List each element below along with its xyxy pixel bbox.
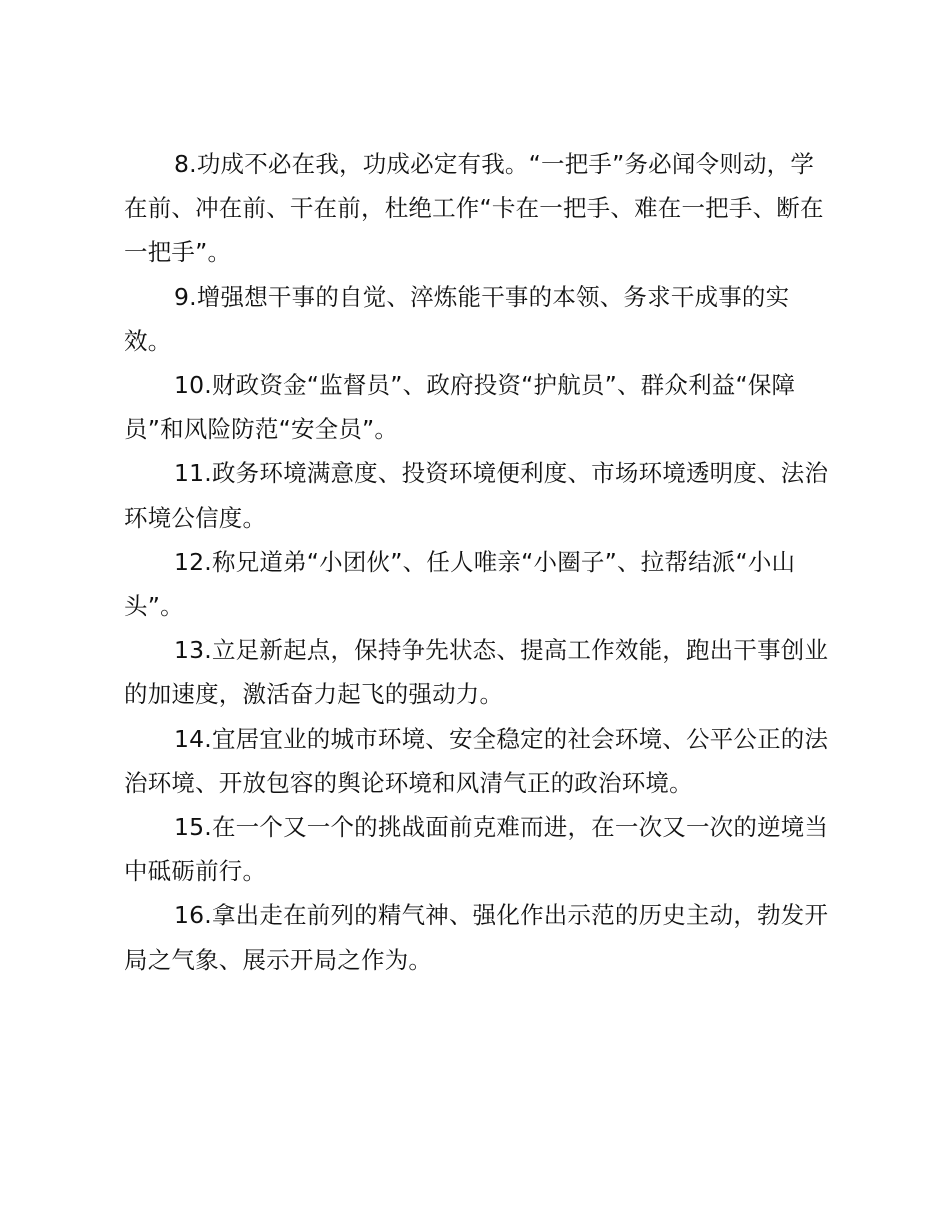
paragraph-9: 9.增强想干事的自觉、淬炼能干事的本领、务求干成事的实效。	[124, 282, 790, 355]
paragraph-15: 15.在一个又一个的挑战面前克难而进，在一次又一次的逆境当中砥砺前行。	[124, 813, 829, 886]
paragraph-13: 13.立足新起点，保持争先状态、提高工作效能，跑出干事创业的加速度，激活奋力起飞的强动力。	[124, 636, 829, 709]
paragraph-10: 10.财政资金“监督员”、政府投资“护航员”、群众利益“保障员”和风险防范“安全员”。	[124, 371, 796, 444]
paragraph-14: 14.宜居宜业的城市环境、安全稳定的社会环境、公平公正的法治环境、开放包容的舆论环境和风清气正的政治环境。	[124, 724, 829, 797]
paragraph-12: 12.称兄道弟“小团伙”、任人唯亲“小圈子”、拉帮结派“小山头”。	[124, 547, 796, 621]
paragraph-8: 8.功成不必在我，功成必定有我。“一把手”务必闻令则动，学在前、冲在前、干在前，杜绝工作“卡在一把手、难在一把手、断在一把手”。	[124, 150, 824, 267]
paragraph-11: 11.政务环境满意度、投资环境便利度、市场环境透明度、法治环境公信度。	[124, 459, 829, 532]
document-body	[124, 142, 836, 982]
paragraph-16: 16.拿出走在前列的精气神、强化作出示范的历史主动，勃发开局之气象、展示开局之作为。	[124, 901, 829, 974]
